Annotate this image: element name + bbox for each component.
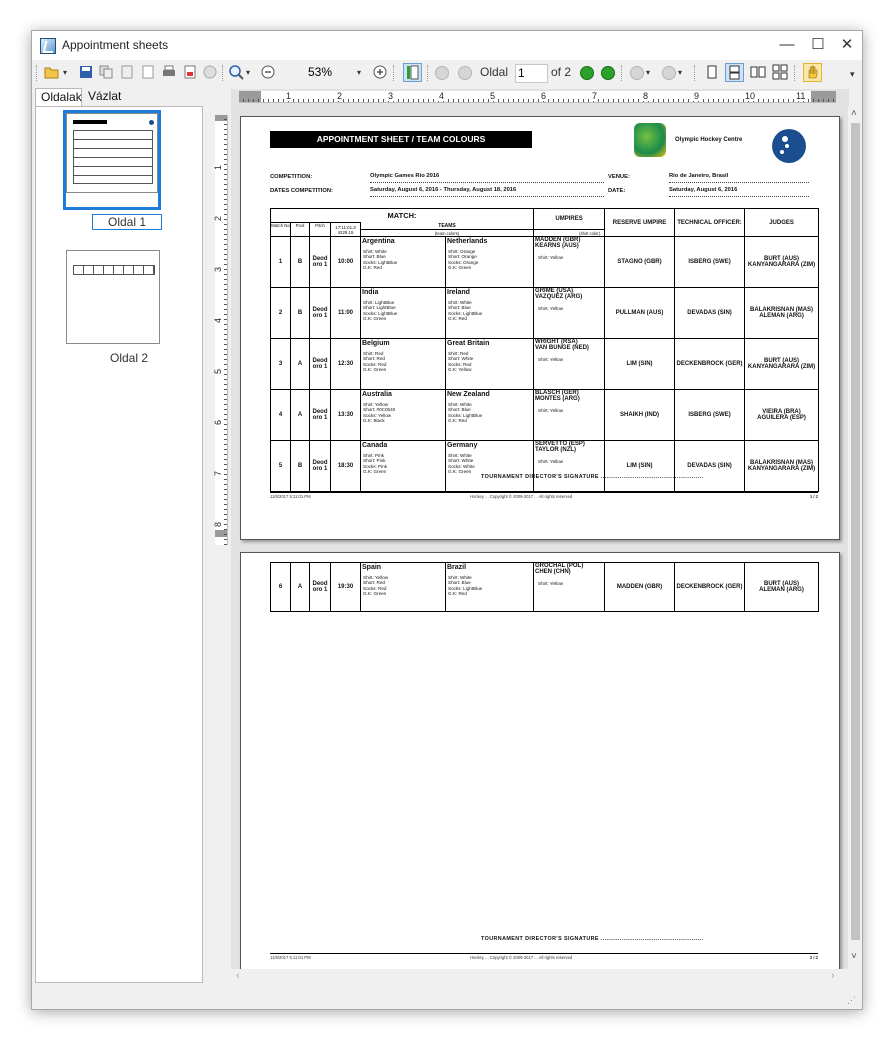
team-kit-line: Socks: LightBlue xyxy=(448,585,483,591)
umpires-cell-line: MONTES (ARG) xyxy=(535,396,580,402)
export-icon[interactable] xyxy=(182,64,198,80)
toolbar-overflow-icon[interactable]: ▾ xyxy=(850,69,855,79)
team-kit-line: Shirt: Red xyxy=(448,351,469,356)
team-kit-line: Socks: Pink xyxy=(363,463,387,469)
footer-timestamp: 11/8/2017 5:11:01 PM xyxy=(270,955,311,960)
umpires-cell-line: SERVETTO (ESP) xyxy=(535,441,585,447)
ruler-tick-label: 8 xyxy=(643,91,649,101)
match-pitch: Deod oro 1 xyxy=(310,339,331,390)
judges-cell-line: ALEMAN (ARG) xyxy=(759,313,804,319)
page-thumbnails-panel xyxy=(35,106,203,983)
ruler-tick-label: 4 xyxy=(213,317,224,324)
team-cell xyxy=(361,563,446,612)
footer-copyright: Hockey ... Copyright © 2009-2017 ... All rights reserved xyxy=(470,955,573,960)
ruler-tick-label: 10 xyxy=(745,91,756,101)
judges-cell-line: BALAKRISNAN (MAS) xyxy=(750,307,814,313)
match-number: 3 xyxy=(271,339,291,390)
match-number: 4 xyxy=(271,390,291,441)
toolbar-separator xyxy=(393,65,394,81)
umpires-cell xyxy=(534,563,605,612)
footer-copyright: Hockey ... Copyright © 2009-2017 ... All rights reserved xyxy=(470,494,573,499)
two-page-view-icon[interactable] xyxy=(750,64,766,80)
umpire-shirt-color: Shirt: Yellow xyxy=(538,306,564,311)
reserve-umpire: SHAIKH (IND) xyxy=(605,390,675,441)
dates-label: DATES COMPETITION: xyxy=(270,188,334,194)
team-colors-header: (team colors) xyxy=(361,230,534,237)
umpires-cell-line: KEARNS (AUS) xyxy=(535,243,579,249)
umpires-header: UMPIRES xyxy=(534,209,605,230)
ruler-tick-label: 3 xyxy=(213,266,224,273)
match-header: MATCH: xyxy=(271,209,534,223)
team-name: New Zealand xyxy=(447,391,490,398)
team-kit-line: Short: Red xyxy=(363,580,385,586)
team-kit-line: Short: Blue xyxy=(448,305,471,311)
multi-page-view-icon[interactable] xyxy=(772,64,788,80)
ruler-tick-label: 11 xyxy=(796,91,806,101)
team-name: Belgium xyxy=(362,340,390,347)
judges-cell-line: ALEMAN (ARG) xyxy=(759,587,804,593)
umpire-shirt-color: Shirt: Yellow xyxy=(538,459,564,464)
team-name: Germany xyxy=(447,442,478,449)
thumbnail-label-1: Oldal 1 xyxy=(92,214,162,230)
team-kit-line: G.K: Green xyxy=(363,469,387,475)
judges-cell-line: KANYANGARARA (ZIM) xyxy=(747,262,816,268)
ruler-tick-label: 4 xyxy=(439,91,445,101)
stop-icon[interactable] xyxy=(202,64,218,80)
app-icon xyxy=(40,38,56,54)
single-page-view-icon[interactable] xyxy=(704,64,720,80)
umpires-cell xyxy=(534,288,605,339)
forward-icon[interactable] xyxy=(662,66,676,80)
toolbar xyxy=(32,60,862,87)
technical-officer: ISBERG (SWE) xyxy=(675,390,745,441)
team-name: Great Britain xyxy=(447,340,490,347)
match-time: 19:30 xyxy=(331,563,361,612)
footer-timestamp: 11/8/2017 5:11:01 PM xyxy=(270,494,311,499)
team-cell xyxy=(446,563,534,612)
thumbnail-label-2: Oldal 2 xyxy=(109,351,149,365)
app-window xyxy=(31,30,863,1010)
judges-cell xyxy=(745,441,819,492)
judges-cell-line: BURT (AUS) xyxy=(764,256,800,262)
team-name: Argentina xyxy=(362,238,395,245)
ruler-tick-label: 6 xyxy=(541,91,547,101)
umpires-cell xyxy=(534,339,605,390)
team-cell xyxy=(446,441,534,492)
reserve-umpire: MADDEN (GBR) xyxy=(605,563,675,612)
umpires-cell-line: WRIGHT (RSA) xyxy=(535,339,578,345)
ruler-tick-label: 5 xyxy=(490,91,496,101)
zoom-in-icon[interactable] xyxy=(372,64,388,80)
team-name: Netherlands xyxy=(447,238,488,245)
team-kit-line: Socks: Red xyxy=(448,361,472,367)
footer-page-number: 2 / 2 xyxy=(809,955,818,960)
match-time: 13:30 xyxy=(331,390,361,441)
tab-pages[interactable]: Oldalak xyxy=(35,88,82,107)
technical-officer: DECKENBROCK (GER) xyxy=(675,563,745,612)
team-kit-line: G.K: Green xyxy=(363,591,387,597)
umpires-cell-line: BLASCH (GER) xyxy=(535,390,579,396)
new-page-icon[interactable] xyxy=(140,64,156,80)
window-title: Appointment sheets xyxy=(62,38,169,52)
horizontal-ruler xyxy=(239,91,836,103)
page-footer xyxy=(270,492,818,500)
match-no-header: Match No xyxy=(271,223,291,237)
team-kit-line: G.K: Green xyxy=(448,469,472,475)
ruler-tick-label: 1 xyxy=(286,91,292,101)
team-kit-line: Shirt: White xyxy=(448,402,472,407)
thumbnails-toggle-icon[interactable] xyxy=(403,63,422,82)
director-signature: TOURNAMENT DIRECTOR'S SIGNATURE ...................................................... xyxy=(481,474,704,480)
technical-officer: DECKENBROCK (GER) xyxy=(675,339,745,390)
team-name: India xyxy=(362,289,379,296)
judges-cell xyxy=(745,563,819,612)
team-kit-line: Short: Red xyxy=(363,356,385,362)
competition-label: COMPETITION: xyxy=(270,174,313,180)
judges-header: JUDGES xyxy=(745,209,819,237)
first-page-icon[interactable] xyxy=(435,66,449,80)
team-kit-line: Short: Orange xyxy=(448,254,477,260)
page-thumbnail-1[interactable] xyxy=(66,113,158,193)
judges-cell-line: BALAKRISNAN (MAS) xyxy=(750,460,814,466)
team-kit-line: G.K: Green xyxy=(363,316,387,322)
maximize-button[interactable]: ☐ xyxy=(811,36,825,53)
umpires-cell-line: GRIME (USA) xyxy=(535,288,574,294)
match-pool: B xyxy=(291,237,310,288)
print-icon[interactable] xyxy=(161,64,177,80)
document-viewport[interactable] xyxy=(231,89,849,969)
match-time: 12:30 xyxy=(331,339,361,390)
copy-icon[interactable] xyxy=(98,64,114,80)
team-cell xyxy=(446,339,534,390)
match-pitch: Deod oro 1 xyxy=(310,563,331,612)
umpires-cell-line: TAYLOR (NZL) xyxy=(535,447,577,453)
ruler-tick-label: 6 xyxy=(213,419,224,426)
teams-header: TEAMS xyxy=(361,223,534,230)
title-bar xyxy=(32,31,862,60)
match-row xyxy=(271,563,819,612)
ruler-tick-label: 7 xyxy=(592,91,598,101)
match-pitch: Deod oro 1 xyxy=(310,390,331,441)
zoom-out-icon[interactable] xyxy=(260,64,276,80)
toolbar-separator xyxy=(694,65,695,81)
scroll-down-icon[interactable]: ˅ xyxy=(851,951,857,962)
team-kit-line: G.K: Red xyxy=(448,418,467,424)
pitch-header: Pitch xyxy=(310,223,331,237)
zoom-dropdown-icon[interactable]: ▾ xyxy=(246,68,251,77)
team-kit-line: Shirt: White xyxy=(363,249,387,254)
ruler-tick-label: 2 xyxy=(337,91,343,101)
hockey-pictogram-logo xyxy=(772,129,806,163)
team-kit-line: Socks: Red xyxy=(363,585,387,591)
judges-cell xyxy=(745,390,819,441)
toolbar-separator xyxy=(794,65,795,81)
match-pitch: Deod oro 1 xyxy=(310,288,331,339)
umpires-cell-line: VAN BUNGE (NED) xyxy=(535,345,589,351)
last-page-icon[interactable] xyxy=(601,66,615,80)
team-kit-line: G.K: Red xyxy=(363,265,382,271)
tab-outline[interactable]: Vázlat xyxy=(88,89,122,103)
date-label: DATE: xyxy=(608,188,626,194)
appointments-table-continued xyxy=(270,562,819,612)
match-row xyxy=(271,339,819,390)
match-row xyxy=(271,441,819,492)
venue-name: Olympic Hockey Centre xyxy=(675,137,743,143)
judges-cell-line: BURT (AUS) xyxy=(764,581,799,587)
judges-cell xyxy=(745,288,819,339)
hand-tool-icon[interactable] xyxy=(803,63,822,82)
ruler-tick-label: 5 xyxy=(213,368,224,375)
team-kit-line: Socks: Red xyxy=(363,361,387,367)
team-kit-line: G.K: Green xyxy=(363,367,387,373)
report-page-2 xyxy=(240,552,840,982)
rio-2016-logo xyxy=(634,123,666,157)
umpires-cell-line: CHEN (CHN) xyxy=(535,569,571,575)
team-kit-line: Short: Blue xyxy=(448,407,471,413)
ruler-tick-label: 8 xyxy=(213,521,224,528)
team-name: Australia xyxy=(362,391,392,398)
footer-page-number: 1 / 2 xyxy=(809,494,818,499)
team-kit-line: Short: Pink xyxy=(363,458,386,464)
team-kit-line: G.K: Green xyxy=(448,265,472,271)
open-folder-icon[interactable] xyxy=(44,64,60,80)
ruler-tick-label: 2 xyxy=(213,215,224,222)
close-button[interactable]: ✕ xyxy=(840,36,854,53)
toolbar-grip xyxy=(36,65,37,81)
match-time: 10:00 xyxy=(331,237,361,288)
judges-cell-line: BURT (AUS) xyxy=(764,358,800,364)
zoom-level-dropdown-icon[interactable]: ▾ xyxy=(357,68,362,77)
team-kit-line: Socks: White xyxy=(448,463,475,469)
team-cell xyxy=(361,441,446,492)
minimize-button[interactable]: — xyxy=(779,36,795,53)
match-pool: B xyxy=(291,288,310,339)
resize-grip-icon[interactable]: ⋰ xyxy=(847,995,855,1005)
match-time: 18:30 xyxy=(331,441,361,492)
page-count: of 2 xyxy=(551,65,572,79)
venue-value: Rio de Janeiro, Brasil xyxy=(669,173,809,183)
team-kit-line: Socks: Yellow xyxy=(363,412,392,418)
team-kit-line: Socks: LightBlue xyxy=(448,310,483,316)
team-kit-line: Shirt: White xyxy=(448,453,472,458)
team-cell xyxy=(446,390,534,441)
back-icon[interactable] xyxy=(630,66,644,80)
umpire-shirt-color: Shirt: Yellow xyxy=(538,581,564,586)
judges-cell-line: VIEIRA (BRA) xyxy=(762,409,801,415)
team-kit-line: Short: #0C0540 xyxy=(363,407,396,413)
umpires-cell xyxy=(534,390,605,441)
team-kit-line: Shirt: White xyxy=(448,575,472,580)
team-cell xyxy=(361,288,446,339)
match-number: 6 xyxy=(271,563,291,612)
save-icon[interactable] xyxy=(78,64,94,80)
page-setup-icon[interactable] xyxy=(119,64,135,80)
technical-officer: DEVADAS (SIN) xyxy=(675,288,745,339)
zoom-in-magnifier-icon[interactable] xyxy=(228,64,244,80)
judges-cell-line: KANYANGARARA (ZIM) xyxy=(747,364,816,370)
team-kit-line: Short: White xyxy=(448,356,474,362)
team-kit-line: Shirt: LightBlue xyxy=(363,300,395,305)
forward-dropdown-icon[interactable]: ▾ xyxy=(678,68,683,77)
judges-cell-line: KANYANGARARA (ZIM) xyxy=(747,466,816,472)
vertical-ruler xyxy=(215,115,228,545)
judges-cell xyxy=(745,237,819,288)
page-footer-2 xyxy=(270,953,818,961)
continuous-view-icon[interactable] xyxy=(725,63,744,82)
judges-cell-line: AGUILERA (ESP) xyxy=(757,415,806,421)
team-name: Brazil xyxy=(447,564,467,571)
umpires-cell xyxy=(534,237,605,288)
match-pool: A xyxy=(291,563,310,612)
toolbar-separator xyxy=(427,65,428,81)
next-page-icon[interactable] xyxy=(580,66,594,80)
reserve-umpire: PULLMAN (AUS) xyxy=(605,288,675,339)
team-kit-line: Shirt: Yellow xyxy=(363,575,389,580)
toolbar-separator xyxy=(621,65,622,81)
team-kit-line: G.K: Yellow xyxy=(448,367,472,373)
team-kit-line: G.K: Black xyxy=(363,418,385,424)
team-kit-line: Socks: LightBlue xyxy=(363,310,398,316)
reserve-umpire: STAGNO (GBR) xyxy=(605,237,675,288)
match-pool: B xyxy=(291,441,310,492)
team-kit-line: Shirt: Orange xyxy=(448,249,476,254)
team-kit-line: Shirt: Yellow xyxy=(363,402,389,407)
team-kit-line: G.K: Red xyxy=(448,591,467,597)
team-kit-line: Socks: LightBlue xyxy=(363,259,398,265)
umpire-shirt-color: Shirt: Yellow xyxy=(538,357,564,362)
team-cell xyxy=(361,237,446,288)
match-row xyxy=(271,390,819,441)
match-time: 11:00 xyxy=(331,288,361,339)
team-kit-line: Socks: Orange xyxy=(448,259,479,265)
team-kit-line: Shirt: White xyxy=(448,300,472,305)
page-number-input[interactable] xyxy=(515,64,548,83)
match-number: 1 xyxy=(271,237,291,288)
team-cell xyxy=(361,339,446,390)
dates-value: Saturday, August 6, 2016 - Thursday, August 18, 2016 xyxy=(370,187,604,197)
team-name: Canada xyxy=(362,442,388,449)
status-bar xyxy=(32,986,862,1010)
reserve-umpire: LIM (SIN) xyxy=(605,441,675,492)
match-pool: A xyxy=(291,390,310,441)
previous-page-icon[interactable] xyxy=(458,66,472,80)
report-page-1 xyxy=(240,116,840,540)
venue-label: VENUE: xyxy=(608,174,630,180)
scroll-up-icon[interactable]: ˄ xyxy=(851,108,857,119)
scroll-right-icon[interactable]: › xyxy=(831,970,835,982)
zoom-level-value: 53% xyxy=(308,65,333,79)
vertical-scroll-thumb[interactable] xyxy=(851,123,860,940)
team-cell xyxy=(446,237,534,288)
reserve-header: RESERVE UMPIRE xyxy=(605,209,675,237)
report-heading: APPOINTMENT SHEET / TEAM COLOURS xyxy=(270,131,532,148)
team-kit-line: G.K: Red xyxy=(448,316,467,322)
open-dropdown-icon[interactable]: ▾ xyxy=(63,68,68,77)
team-name: Spain xyxy=(362,564,382,571)
umpire-shirt-color: Shirt: Yellow xyxy=(538,255,564,260)
team-kit-line: Short: Blue xyxy=(363,254,386,260)
reserve-umpire: LIM (SIN) xyxy=(605,339,675,390)
match-row xyxy=(271,237,819,288)
match-row xyxy=(271,288,819,339)
technical-officer: ISBERG (SWE) xyxy=(675,237,745,288)
page-label: Oldal xyxy=(480,65,509,79)
date-value: Saturday, August 6, 2016 xyxy=(669,187,809,197)
team-cell xyxy=(446,288,534,339)
back-dropdown-icon[interactable]: ▾ xyxy=(646,68,651,77)
scroll-left-icon[interactable]: ‹ xyxy=(236,970,240,982)
umpires-cell-line: MADDEN (GBR) xyxy=(535,237,581,243)
team-cell xyxy=(361,390,446,441)
team-kit-line: Short: LightBlue xyxy=(363,305,396,311)
umpires-cell xyxy=(534,441,605,492)
vertical-scrollbar[interactable] xyxy=(848,106,863,968)
time-header: 17:11:01.3 4229.15 xyxy=(331,223,361,237)
match-pitch: Deod oro 1 xyxy=(310,237,331,288)
team-name: Ireland xyxy=(447,289,470,296)
page-number-value: 1 xyxy=(518,66,525,80)
team-kit-line: Short: Blue xyxy=(448,580,471,586)
technical-officer: DEVADAS (SIN) xyxy=(675,441,745,492)
match-number: 5 xyxy=(271,441,291,492)
umpires-cell-line: VAZQUEZ (ARG) xyxy=(535,294,583,300)
ruler-tick-label: 1 xyxy=(213,164,224,171)
appointments-table xyxy=(270,208,819,492)
match-pitch: Deod oro 1 xyxy=(310,441,331,492)
pool-header: Pool xyxy=(291,223,310,237)
ruler-tick-label: 9 xyxy=(694,91,700,101)
director-signature-page-2: TOURNAMENT DIRECTOR'S SIGNATURE ...................................................... xyxy=(481,936,704,942)
competition-value: Olympic Games Rio 2016 xyxy=(370,173,604,183)
umpire-shirt-color: Shirt: Yellow xyxy=(538,408,564,413)
page-thumbnail-2[interactable] xyxy=(66,250,160,344)
match-number: 2 xyxy=(271,288,291,339)
team-kit-line: Short: White xyxy=(448,458,474,464)
team-kit-line: Shirt: Red xyxy=(363,351,384,356)
technical-header: TECHNICAL OFFICER: xyxy=(675,209,745,237)
match-pool: A xyxy=(291,339,310,390)
team-kit-line: Shirt: Pink xyxy=(363,453,384,458)
shirt-color-header: (shirt color) xyxy=(534,230,605,237)
ruler-tick-label: 7 xyxy=(213,470,224,477)
horizontal-scrollbar[interactable] xyxy=(231,969,848,986)
judges-cell xyxy=(745,339,819,390)
umpires-cell-line: GROCHAL (POL) xyxy=(535,563,584,569)
toolbar-separator xyxy=(222,65,223,81)
team-kit-line: Socks: LightBlue xyxy=(448,412,483,418)
ruler-tick-label: 3 xyxy=(388,91,394,101)
